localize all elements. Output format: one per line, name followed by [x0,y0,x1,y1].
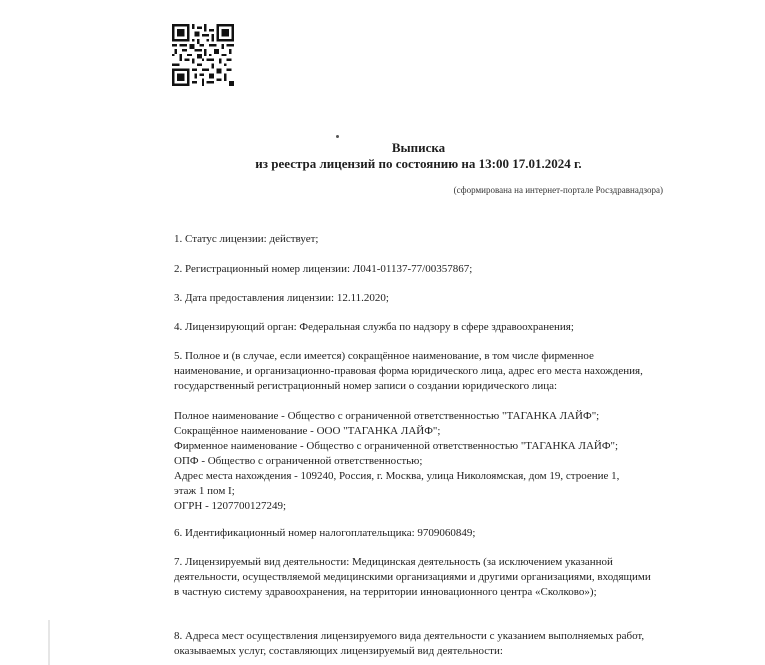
org-ogrn: ОГРН - 1207700127249; [174,500,287,512]
org-short-name: Сокращённое наименование - ООО "ТАГАНКА ЛАЙФ"; [174,425,441,437]
item-authority: 4. Лицензирующий орган: Федеральная служба по надзору в сфере здравоохранения; [174,321,574,333]
scan-speck [336,135,339,138]
org-details [174,409,674,514]
item-activity: 7. Лицензируемый вид деятельности: Медицинская деятельность (за исключением указанной деятельности, осуществляемой медицинскими организациями и другими организациями, входящими в частную систему здравоохранения, на территории инновационного центра «Сколково»); [174,556,651,598]
org-opf: ОПФ - Общество с ограниченной ответственностью; [174,455,423,467]
item-reg-number: 2. Регистрационный номер лицензии: Л041-01137-77/00357867; [174,263,473,275]
item-inn: 6. Идентификационный номер налогоплательщика: 9709060849; [174,527,476,539]
org-full-name: Полное наименование - Общество с ограниченной ответственностью "ТАГАНКА ЛАЙФ"; [174,410,600,422]
item-name-intro: 5. Полное и (в случае, если имеется) сокращённое наименование, в том числе фирменное наименование, и организационно-правовая форма юридического лица, адрес его места нахождения, государственный регистрационный номер записи о создании юридического лица: [174,350,643,392]
document-subtitle: из реестра лицензий по состоянию на 13:00 17.01.2024 г. [255,156,582,171]
item-date: 3. Дата предоставления лицензии: 12.11.2020; [174,292,389,304]
item-status: 1. Статус лицензии: действует; [174,233,319,245]
document-title: Выписка [391,140,446,155]
org-firm-name: Фирменное наименование - Общество с ограниченной ответственностью "ТАГАНКА ЛАЙФ"; [174,440,619,452]
qr-code-icon [172,24,234,86]
org-address-line2: этаж 1 пом I; [174,485,235,497]
formed-note: (сформирована на интернет-портале Росздравнадзора) [453,185,663,195]
item-addresses: 8. Адреса мест осуществления лицензируемого вида деятельности с указанием выполняемых работ, оказываемых услуг, составляющих лицензируемый вид деятельности: [174,630,645,657]
scan-edge [48,620,50,665]
org-address-line1: Адрес места нахождения - 109240, Россия, г. Москва, улица Николоямская, дом 19, строение 1, [174,470,620,482]
